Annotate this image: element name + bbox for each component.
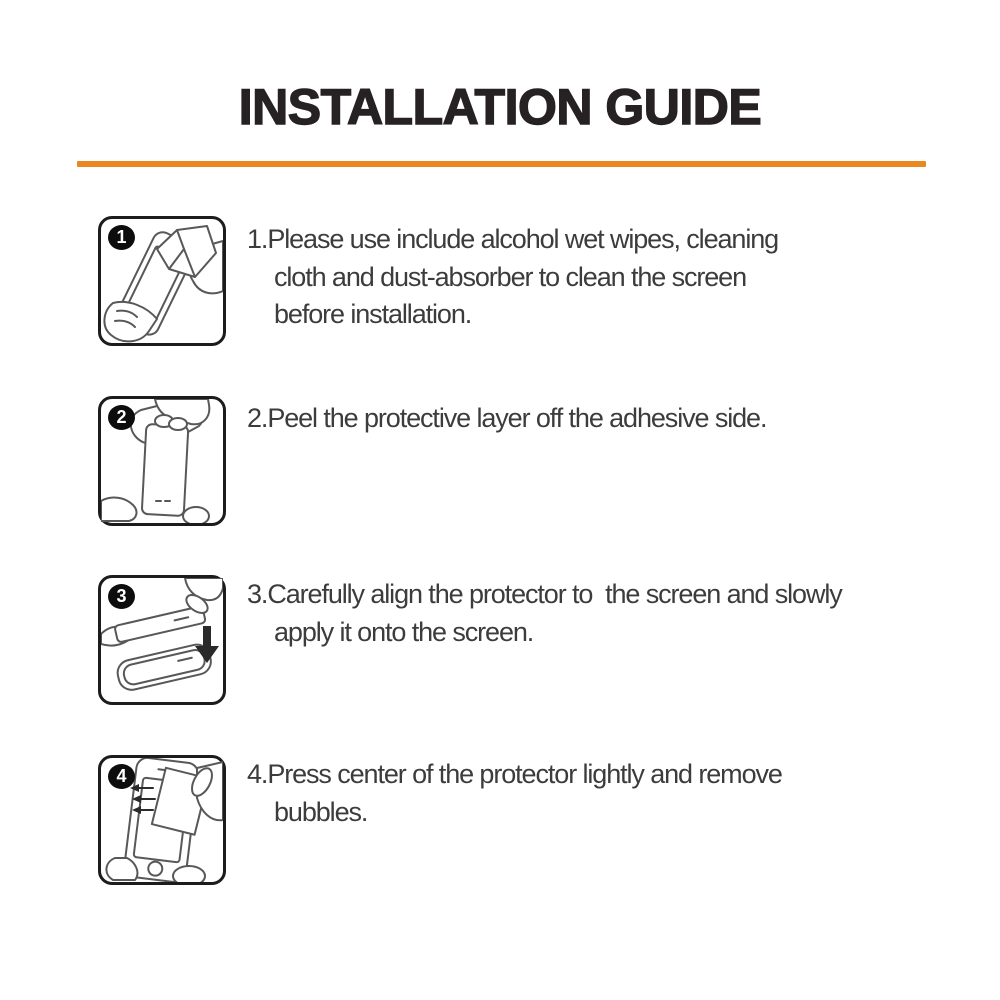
instruction-line: cloth and dust-absorber to clean the screen <box>274 261 747 292</box>
orange-divider <box>77 161 926 167</box>
step-2-number-badge: 2 <box>108 405 135 430</box>
instruction-line: 2.Peel the protective layer off the adhesive side. <box>247 403 767 433</box>
step-3-instructions <box>247 576 947 651</box>
instruction-line: bubbles. <box>274 796 368 827</box>
step-3-number-badge: 3 <box>108 584 135 609</box>
instruction-line: before installation. <box>274 299 472 329</box>
instruction-line: 4.Press center of the protector lightly and remove <box>247 759 782 789</box>
step-4-illustration-box <box>98 755 226 885</box>
instruction-line: 3.Carefully align the protector to the screen and slowly <box>247 579 842 609</box>
step-3-illustration-box <box>98 575 226 705</box>
page-title: INSTALLATION GUIDE <box>238 79 762 135</box>
step-2-instructions <box>247 400 947 438</box>
step-1-number-badge: 1 <box>108 225 135 250</box>
step-1-illustration-box <box>98 216 226 346</box>
step-1-instructions <box>247 221 947 334</box>
step-4-instructions <box>247 756 947 831</box>
step-2-illustration-box <box>98 396 226 526</box>
instruction-line: apply it onto the screen. <box>274 616 534 647</box>
step-4-number-badge: 4 <box>108 764 135 789</box>
instruction-line: 1.Please use include alcohol wet wipes, cleaning <box>247 224 779 254</box>
